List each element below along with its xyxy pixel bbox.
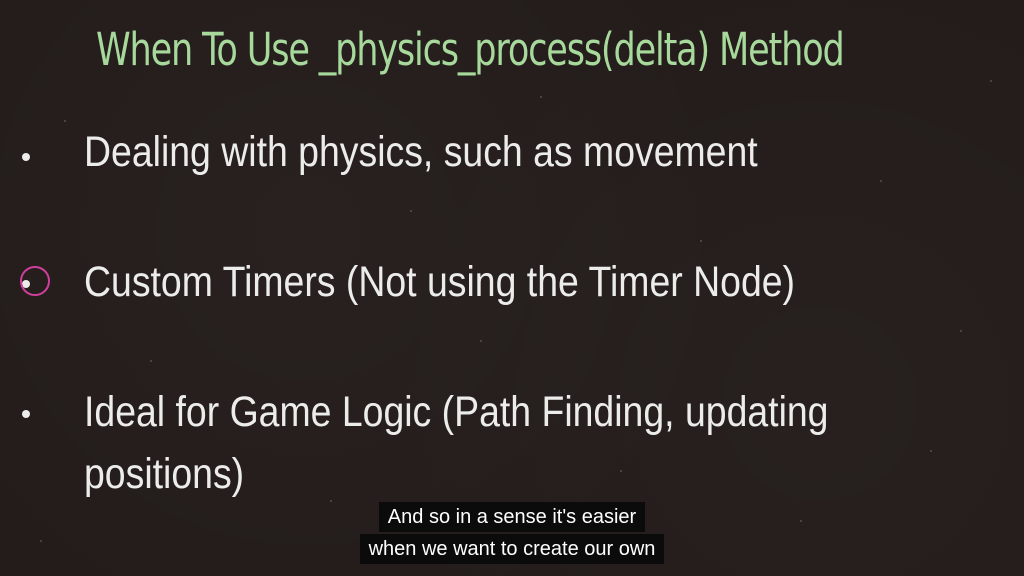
subtitle-text-2: when we want to create our own <box>360 534 665 564</box>
subtitle-line-1 <box>0 502 1024 534</box>
subtitle-text-1: And so in a sense it's easier <box>379 502 645 532</box>
cursor-highlight-icon <box>20 266 50 296</box>
bullet-game-logic: Ideal for Game Logic (Path Finding, updating <box>84 388 829 436</box>
bullet-custom-timers: Custom Timers (Not using the Timer Node) <box>84 258 796 306</box>
bullet-dot-icon <box>22 410 30 418</box>
subtitle-line-2 <box>0 534 1024 566</box>
slide-title: When To Use _physics_process(delta) Method <box>96 23 844 76</box>
bullet-game-logic-continued: positions) <box>84 450 245 498</box>
bullet-physics-movement: Dealing with physics, such as movement <box>84 128 758 176</box>
bullet-dot-icon <box>22 153 30 161</box>
